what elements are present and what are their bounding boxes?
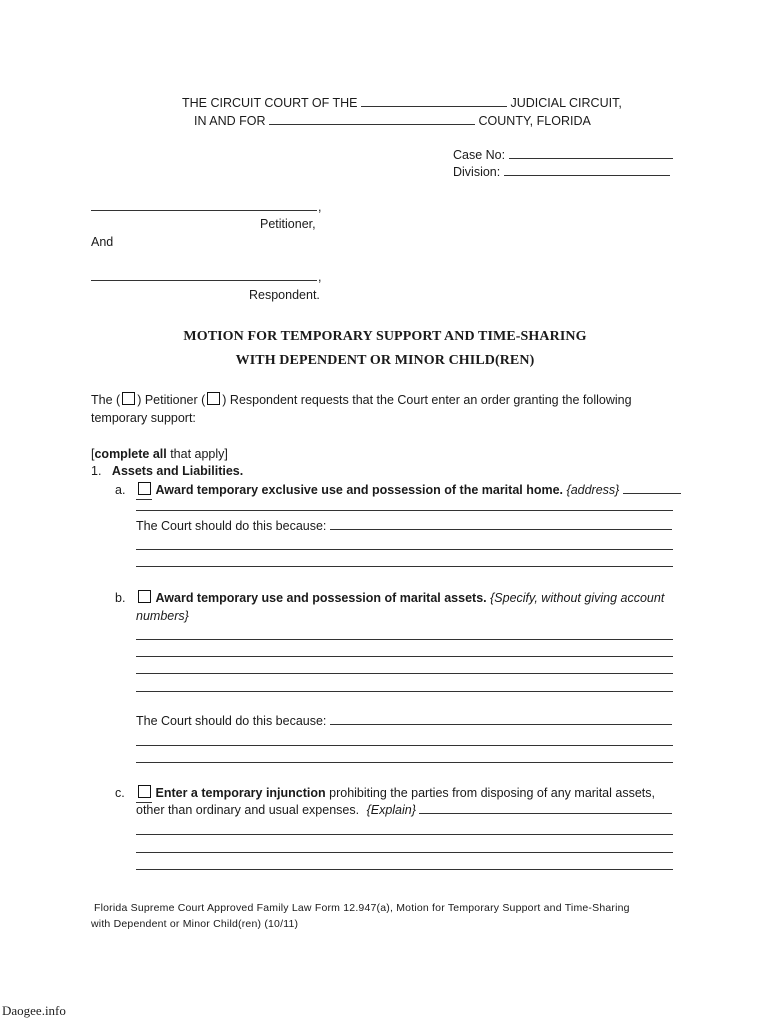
section1-title: Assets and Liabilities. bbox=[111, 464, 244, 478]
case-no-line bbox=[453, 146, 673, 164]
watermark-text: Daogee.info bbox=[2, 1003, 66, 1018]
instruction-close: that apply] bbox=[166, 447, 228, 461]
case-no-label: Case No: bbox=[453, 148, 506, 162]
item-b-because-line2[interactable] bbox=[136, 745, 673, 746]
item-a-text: Award temporary exclusive use and possession of the marital home. bbox=[155, 483, 564, 497]
item-a-address-hint: {address} bbox=[566, 483, 620, 497]
item-a-because-blank[interactable] bbox=[330, 518, 672, 530]
item-c-line5[interactable] bbox=[136, 869, 673, 870]
division-blank[interactable] bbox=[504, 164, 670, 176]
item-a-checkbox[interactable] bbox=[138, 482, 151, 495]
item-a-because-label: The Court should do this because: bbox=[136, 519, 327, 533]
circuit-label: JUDICIAL CIRCUIT, bbox=[510, 96, 622, 110]
intro-line2: temporary support: bbox=[91, 411, 196, 425]
form-title-line2: WITH DEPENDENT OR MINOR CHILD(REN) bbox=[235, 353, 535, 368]
item-b-line4[interactable] bbox=[136, 673, 673, 674]
item-b-line2[interactable] bbox=[136, 639, 673, 640]
item-b-line bbox=[136, 589, 664, 607]
item-b-line3[interactable] bbox=[136, 656, 673, 657]
respondent-name-blank[interactable] bbox=[91, 280, 317, 281]
comma: , bbox=[318, 200, 322, 214]
section1-heading bbox=[91, 462, 243, 480]
circuit-blank[interactable] bbox=[361, 95, 507, 107]
item-b-because-blank[interactable] bbox=[330, 713, 672, 725]
form-title-line1: MOTION FOR TEMPORARY SUPPORT AND TIME-SHARING bbox=[183, 329, 587, 344]
intro-respondent-rest: ) Respondent requests that the Court enter an order granting the following bbox=[222, 393, 632, 407]
respondent-label: Respondent. bbox=[249, 288, 320, 302]
item-a-because-line bbox=[136, 517, 672, 535]
item-c-checkbox[interactable] bbox=[138, 785, 151, 798]
instruction-bold: complete all bbox=[94, 447, 167, 461]
court-county-line bbox=[194, 112, 591, 130]
instruction-open: [ bbox=[91, 447, 95, 461]
item-c-explain-hint: {Explain} bbox=[366, 803, 416, 817]
item-c-line2 bbox=[136, 801, 672, 819]
division-line bbox=[453, 163, 670, 181]
item-b-because-line bbox=[136, 712, 672, 730]
item-b-checkbox-wrap bbox=[136, 589, 152, 607]
petitioner-label: Petitioner, bbox=[260, 217, 316, 231]
court-label: THE CIRCUIT COURT OF THE bbox=[182, 96, 358, 110]
item-c-text-rest: prohibiting the parties from disposing of any marital assets, bbox=[325, 786, 655, 800]
petitioner-name-blank[interactable] bbox=[91, 210, 317, 211]
item-b-specify-hint-cont: numbers} bbox=[136, 609, 189, 623]
division-label: Division: bbox=[453, 165, 501, 179]
item-c-line4[interactable] bbox=[136, 852, 673, 853]
county-blank[interactable] bbox=[269, 113, 475, 125]
instruction-line bbox=[91, 445, 228, 463]
comma: , bbox=[318, 270, 322, 284]
county-post-label: COUNTY, FLORIDA bbox=[478, 114, 591, 128]
item-b-letter: b. bbox=[115, 591, 126, 605]
petitioner-checkbox[interactable] bbox=[122, 392, 135, 405]
item-b-specify-hint: {Specify, without giving account bbox=[490, 591, 665, 605]
respondent-checkbox[interactable] bbox=[207, 392, 220, 405]
intro-line1 bbox=[91, 391, 632, 409]
item-a-because-line3[interactable] bbox=[136, 566, 673, 567]
item-b-line5[interactable] bbox=[136, 691, 673, 692]
county-pre-label: IN AND FOR bbox=[194, 114, 266, 128]
case-no-blank[interactable] bbox=[509, 147, 673, 159]
and-label: And bbox=[91, 235, 114, 249]
item-c-letter: c. bbox=[115, 786, 125, 800]
item-a-line bbox=[136, 481, 681, 500]
item-a-address-line2[interactable] bbox=[136, 510, 673, 511]
intro-petitioner: ) Petitioner ( bbox=[137, 393, 206, 407]
item-b-text: Award temporary use and possession of marital assets. bbox=[155, 591, 487, 605]
footer-form-id-cont: with Dependent or Minor Child(ren) (10/11) bbox=[91, 918, 299, 930]
item-a-because-line2[interactable] bbox=[136, 549, 673, 550]
item-b-checkbox[interactable] bbox=[138, 590, 151, 603]
section1-number: 1. bbox=[91, 464, 102, 478]
item-a-checkbox-wrap bbox=[136, 481, 152, 500]
item-b-because-label: The Court should do this because: bbox=[136, 714, 327, 728]
intro-the: The ( bbox=[91, 393, 121, 407]
item-c-text-bold: Enter a temporary injunction bbox=[155, 786, 326, 800]
item-a-letter: a. bbox=[115, 483, 126, 497]
footer-form-id: Florida Supreme Court Approved Family Law Form 12.947(a), Motion for Temporary Support and Time-Sharing bbox=[94, 902, 630, 914]
item-c-line2-text: other than ordinary and usual expenses. bbox=[136, 803, 360, 817]
item-a-address-blank[interactable] bbox=[623, 482, 681, 494]
court-circuit-line bbox=[182, 94, 622, 112]
item-c-line3[interactable] bbox=[136, 834, 673, 835]
item-b-because-line3[interactable] bbox=[136, 762, 673, 763]
item-c-explain-blank[interactable] bbox=[419, 802, 672, 814]
